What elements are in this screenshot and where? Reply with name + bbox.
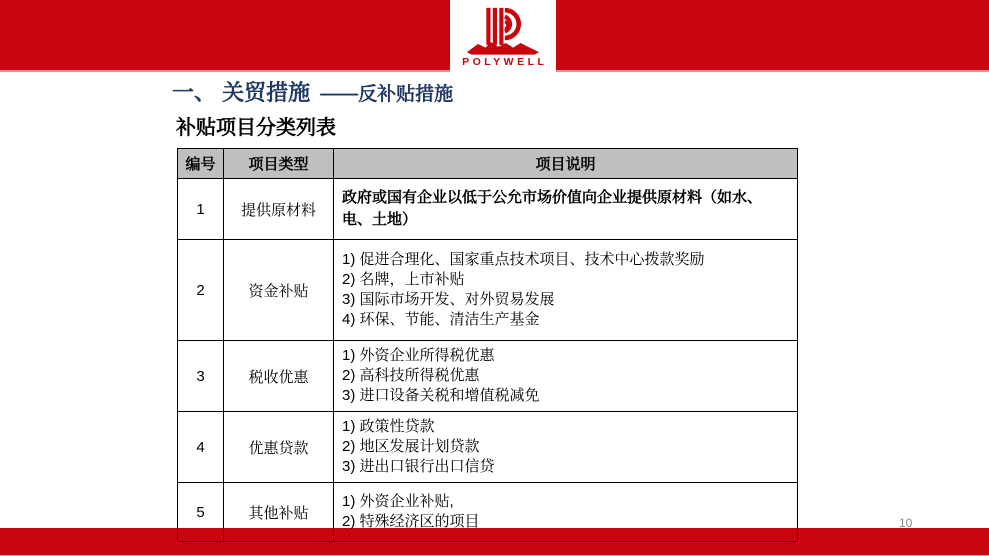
title-sub: ——反补贴措施 (320, 84, 454, 105)
cell-description (334, 240, 798, 341)
col-header-type: 项目类型 (224, 149, 334, 179)
title-main: 一、 关贸措施 (172, 80, 311, 105)
cell-type: 其他补贴 (224, 483, 334, 542)
cell-number: 3 (178, 341, 224, 412)
description-line: 1) 促进合理化、国家重点技术项目、技术中心拨款奖励 (342, 251, 705, 268)
cell-description (334, 179, 798, 240)
table-row (178, 341, 798, 412)
description-line: 1) 外资企业补贴, (342, 493, 454, 510)
cell-type: 提供原材料 (224, 179, 334, 240)
cell-description (334, 341, 798, 412)
logo-brand-text: POLYWELL (462, 56, 548, 68)
table-row (178, 240, 798, 341)
table-body (178, 179, 798, 542)
logo (450, 0, 556, 78)
description-line: 3) 进口设备关税和增值税减免 (342, 387, 540, 404)
col-header-description: 项目说明 (334, 149, 798, 179)
slide-title (172, 81, 453, 108)
subsidy-table (177, 148, 798, 542)
cell-description (334, 483, 798, 542)
col-header-number: 编号 (178, 149, 224, 179)
table-header (178, 149, 798, 179)
cell-number: 4 (178, 412, 224, 483)
description-line: 3) 国际市场开发、对外贸易发展 (342, 291, 555, 308)
table-header-row (178, 149, 798, 179)
cell-description (334, 412, 798, 483)
description-line: 2) 地区发展计划贷款 (342, 438, 480, 455)
cell-number: 1 (178, 179, 224, 240)
description-line: 1) 外资企业所得税优惠 (342, 347, 495, 364)
description-line: 2) 名牌，上市补贴 (342, 271, 465, 288)
description-line: 3) 进出口银行出口信贷 (342, 458, 495, 475)
description-line: 政府或国有企业以低于公允市场价值向企业提供原材料（如水、电、土地） (342, 189, 763, 228)
cell-number: 5 (178, 483, 224, 542)
table-row (178, 179, 798, 240)
cell-type: 税收优惠 (224, 341, 334, 412)
description-line: 1) 政策性贷款 (342, 418, 435, 435)
cell-type: 资金补贴 (224, 240, 334, 341)
description-line: 2) 高科技所得税优惠 (342, 367, 480, 384)
table-row (178, 412, 798, 483)
table-caption: 补贴项目分类列表 (176, 117, 336, 139)
cell-number: 2 (178, 240, 224, 341)
description-line: 4) 环保、节能、清洁生产基金 (342, 311, 540, 328)
table-row (178, 483, 798, 542)
cell-type: 优惠贷款 (224, 412, 334, 483)
page-number: 10 (899, 516, 913, 530)
polywell-logo-icon (461, 6, 545, 56)
description-line: 2) 特殊经济区的项目 (342, 513, 480, 530)
